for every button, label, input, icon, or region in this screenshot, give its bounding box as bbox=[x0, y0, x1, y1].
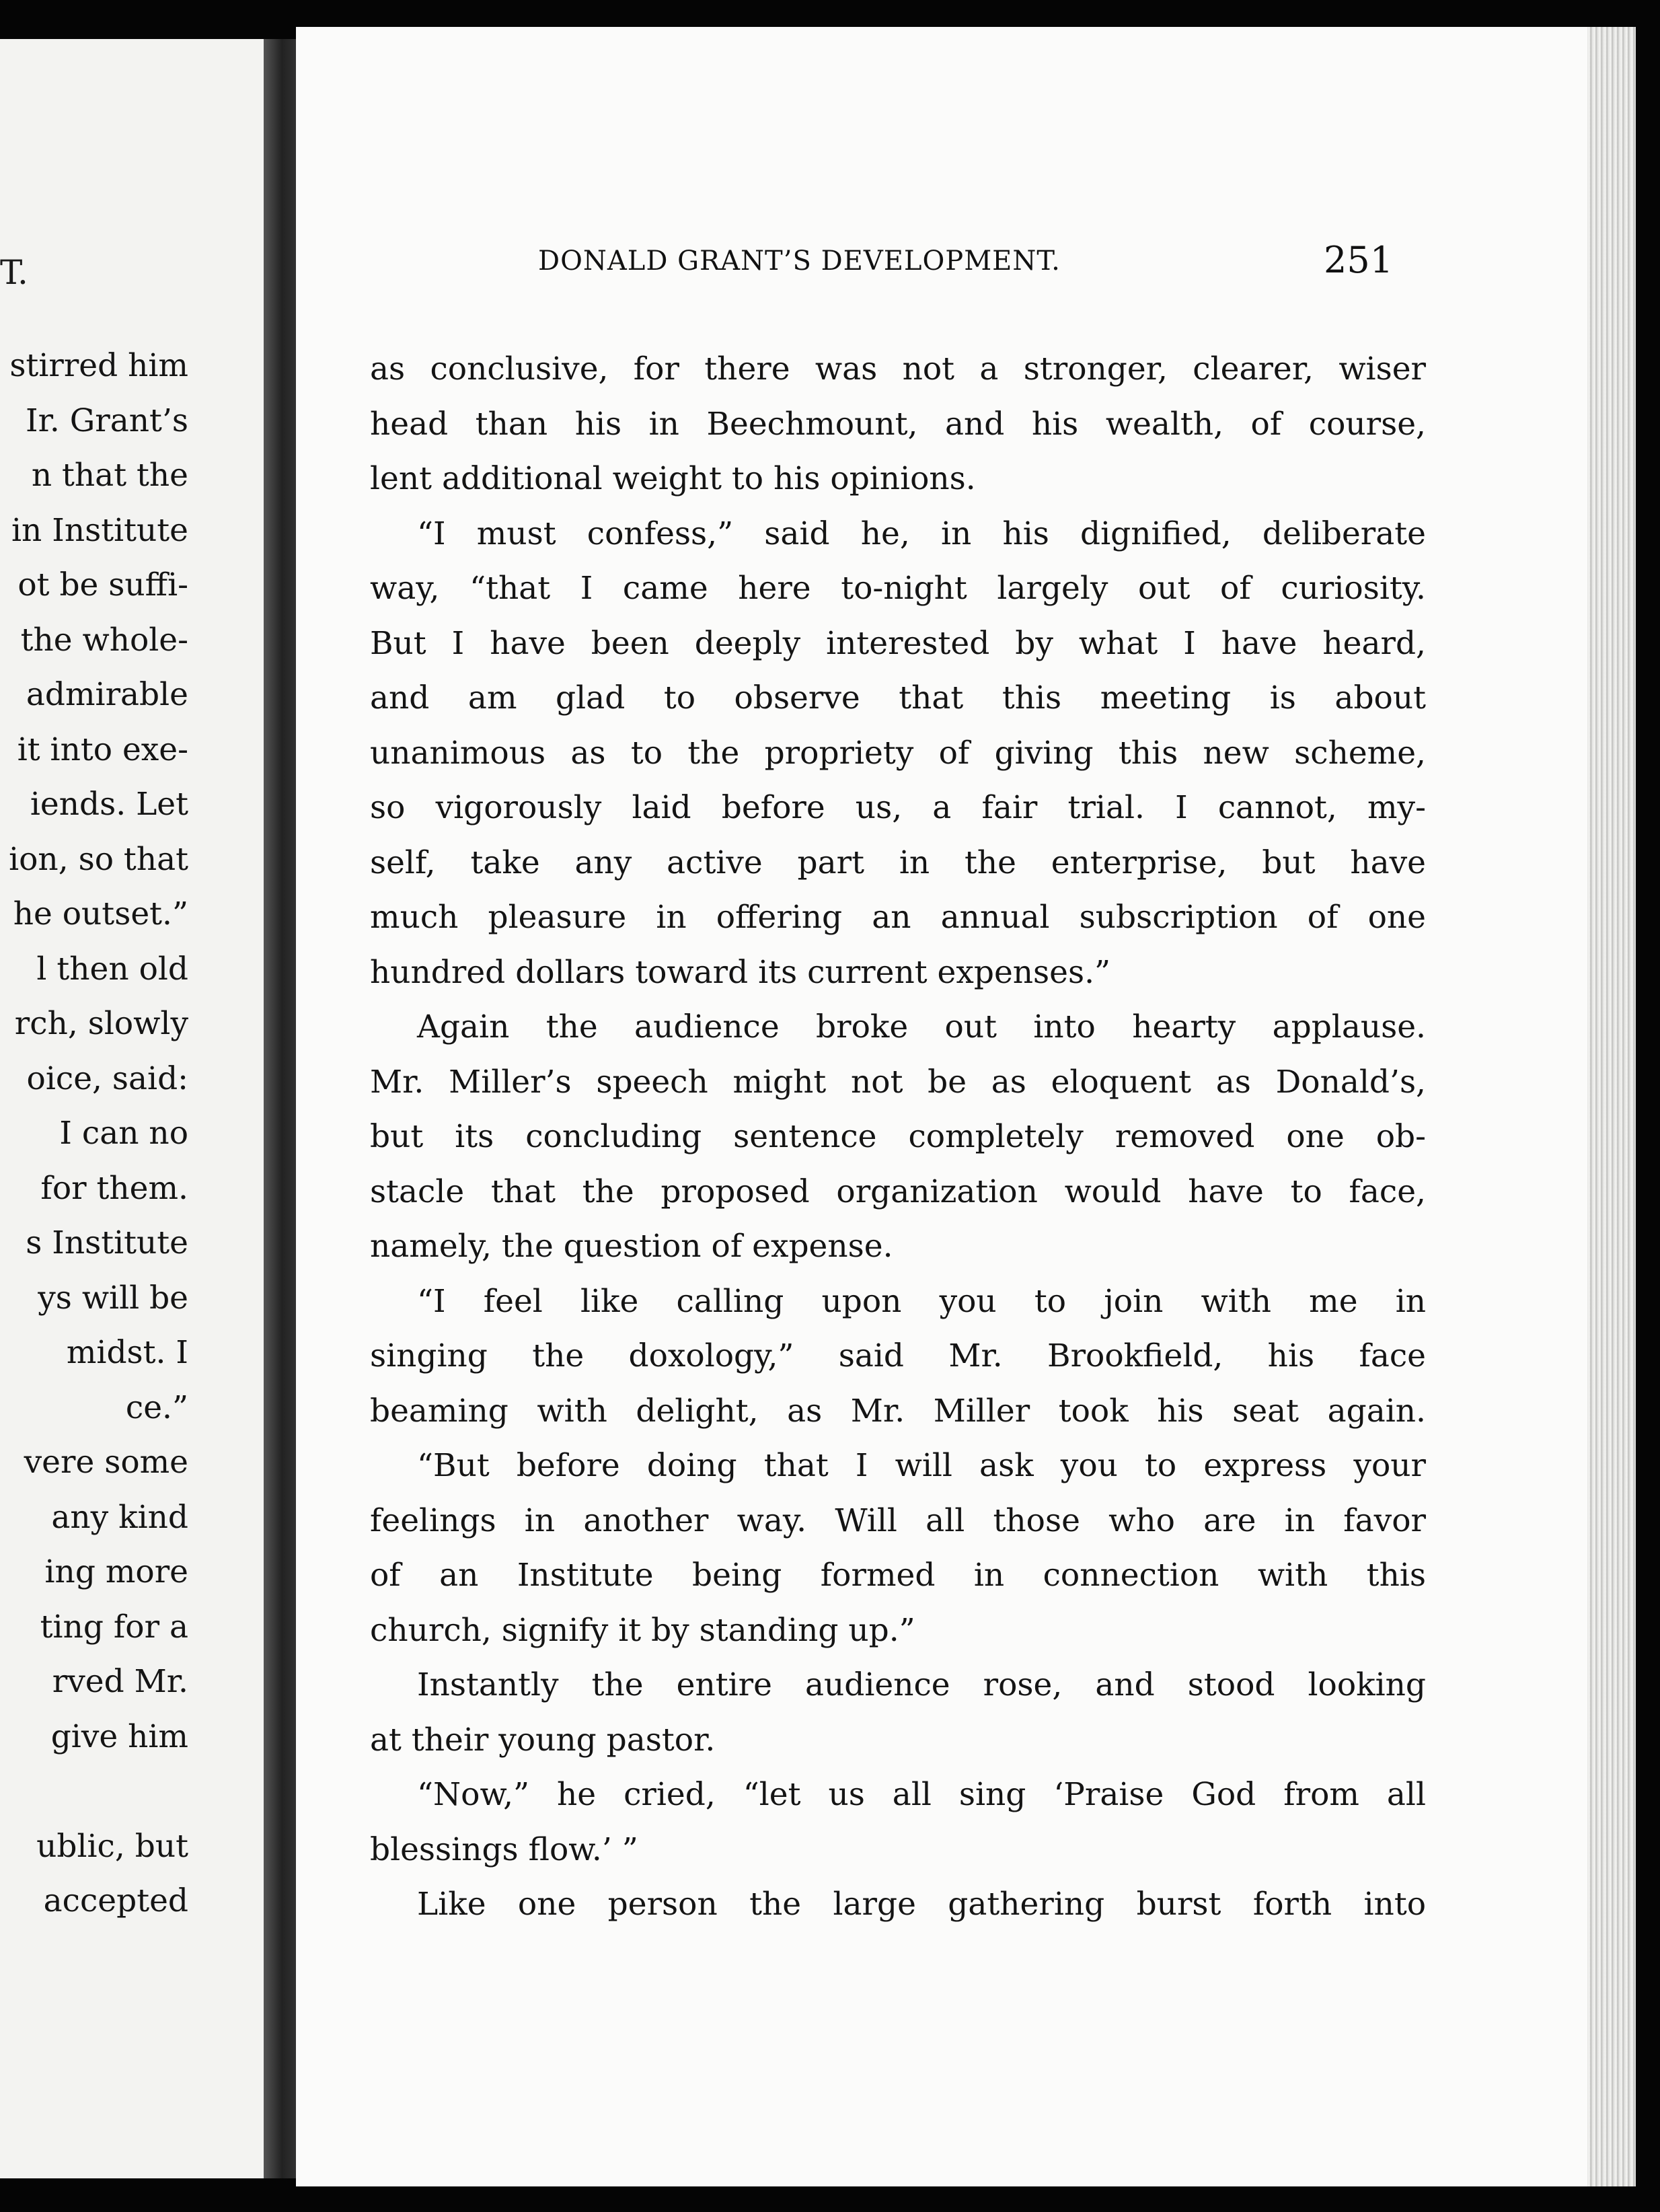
text-line: “I must confess,” said he, in his dignified, deliberate bbox=[417, 515, 1426, 552]
text-line: But I have been deeply interested by what I have heard, bbox=[370, 624, 1426, 662]
text-line: unanimous as to the propriety of giving this new scheme, bbox=[370, 734, 1426, 772]
text-line: at their young pastor. bbox=[370, 1721, 716, 1759]
left-page-line: oice, said: bbox=[26, 1060, 188, 1097]
text-line: self, take any active part in the enterprise, but have bbox=[370, 844, 1426, 881]
text-line: much pleasure in offering an annual subscription of one bbox=[370, 899, 1426, 936]
left-page-line: he outset.” bbox=[13, 895, 188, 932]
text-line: “Now,” he cried, “let us all sing ‘Praise God from all bbox=[417, 1776, 1426, 1813]
text-line: way, “that I came here to-night largely out of curiosity. bbox=[370, 570, 1426, 607]
left-page-line: admirable bbox=[26, 676, 188, 713]
text-line: blessings flow.’ ” bbox=[370, 1831, 638, 1868]
left-page-line: the whole- bbox=[20, 621, 188, 659]
text-line: lent additional weight to his opinions. bbox=[370, 460, 976, 497]
body-text bbox=[370, 342, 1426, 1932]
text-line: so vigorously laid before us, a fair trial. I cannot, my- bbox=[370, 789, 1426, 826]
text-line: head than his in Beechmount, and his wealth, of course, bbox=[370, 405, 1426, 443]
left-page-line: ublic, but bbox=[36, 1827, 188, 1865]
text-line: but its concluding sentence completely removed one ob- bbox=[370, 1118, 1426, 1155]
left-page-header-fragment: T. bbox=[0, 253, 28, 292]
text-line: singing the doxology,” said Mr. Brookfield, his face bbox=[370, 1337, 1426, 1374]
left-page-line: iends. Let bbox=[30, 786, 188, 823]
text-line: feelings in another way. Will all those who are in favor bbox=[370, 1502, 1426, 1539]
left-page-line: ing more bbox=[44, 1553, 188, 1590]
left-page-line: I can no bbox=[59, 1115, 188, 1152]
left-page-line: ting for a bbox=[40, 1608, 188, 1646]
left-page-line: vere some bbox=[24, 1444, 188, 1481]
left-page bbox=[0, 39, 264, 2178]
left-page-line: accepted bbox=[43, 1882, 188, 1919]
left-page-text bbox=[0, 338, 188, 1929]
text-line: of an Institute being formed in connection with this bbox=[370, 1557, 1426, 1594]
text-line: beaming with delight, as Mr. Miller took his seat again. bbox=[370, 1392, 1426, 1430]
running-title: DONALD GRANT’S DEVELOPMENT. bbox=[538, 246, 1061, 276]
left-page-line: it into exe- bbox=[17, 731, 188, 768]
text-line: stacle that the proposed organization would have to face, bbox=[370, 1173, 1426, 1210]
text-line: namely, the question of expense. bbox=[370, 1228, 893, 1265]
text-line: hundred dollars toward its current expenses.” bbox=[370, 953, 1111, 991]
text-line: Again the audience broke out into hearty applause. bbox=[417, 1008, 1426, 1045]
text-line: as conclusive, for there was not a stronger, clearer, wiser bbox=[370, 351, 1426, 388]
left-page-line: ys will be bbox=[38, 1279, 188, 1317]
left-page-line: for them. bbox=[40, 1169, 188, 1207]
left-page-line: stirred him bbox=[9, 347, 188, 384]
left-page-line: n that the bbox=[31, 457, 188, 494]
text-line: church, signify it by standing up.” bbox=[370, 1611, 915, 1649]
left-page-line: midst. I bbox=[66, 1334, 188, 1371]
left-page-line: ce.” bbox=[125, 1389, 188, 1426]
page-edges bbox=[1587, 27, 1636, 2186]
left-page-line: any kind bbox=[51, 1498, 188, 1536]
left-page-line: give him bbox=[50, 1718, 188, 1755]
left-page-line: in Institute bbox=[11, 511, 188, 549]
text-line: Like one person the large gathering burst forth into bbox=[417, 1886, 1426, 1923]
right-page bbox=[296, 27, 1618, 2186]
left-page-line: ion, so that bbox=[9, 840, 188, 878]
left-page-line: l then old bbox=[36, 950, 188, 988]
text-line: and am glad to observe that this meeting is about bbox=[370, 679, 1426, 716]
running-head bbox=[538, 239, 1618, 286]
left-page-line: rved Mr. bbox=[52, 1663, 188, 1700]
page-number: 251 bbox=[1324, 239, 1394, 281]
left-page-line: ot be suffi- bbox=[17, 566, 188, 603]
left-page-line: rch, slowly bbox=[14, 1005, 188, 1042]
left-page-line bbox=[0, 1764, 188, 1819]
text-line: “I feel like calling upon you to join with me in bbox=[417, 1282, 1426, 1320]
text-line: “But before doing that I will ask you to express your bbox=[417, 1447, 1426, 1484]
left-page-line: s Institute bbox=[26, 1224, 188, 1261]
text-line: Mr. Miller’s speech might not be as eloquent as Donald’s, bbox=[370, 1063, 1426, 1101]
left-page-line: Ir. Grant’s bbox=[26, 402, 188, 439]
text-line: Instantly the entire audience rose, and stood looking bbox=[417, 1666, 1426, 1703]
